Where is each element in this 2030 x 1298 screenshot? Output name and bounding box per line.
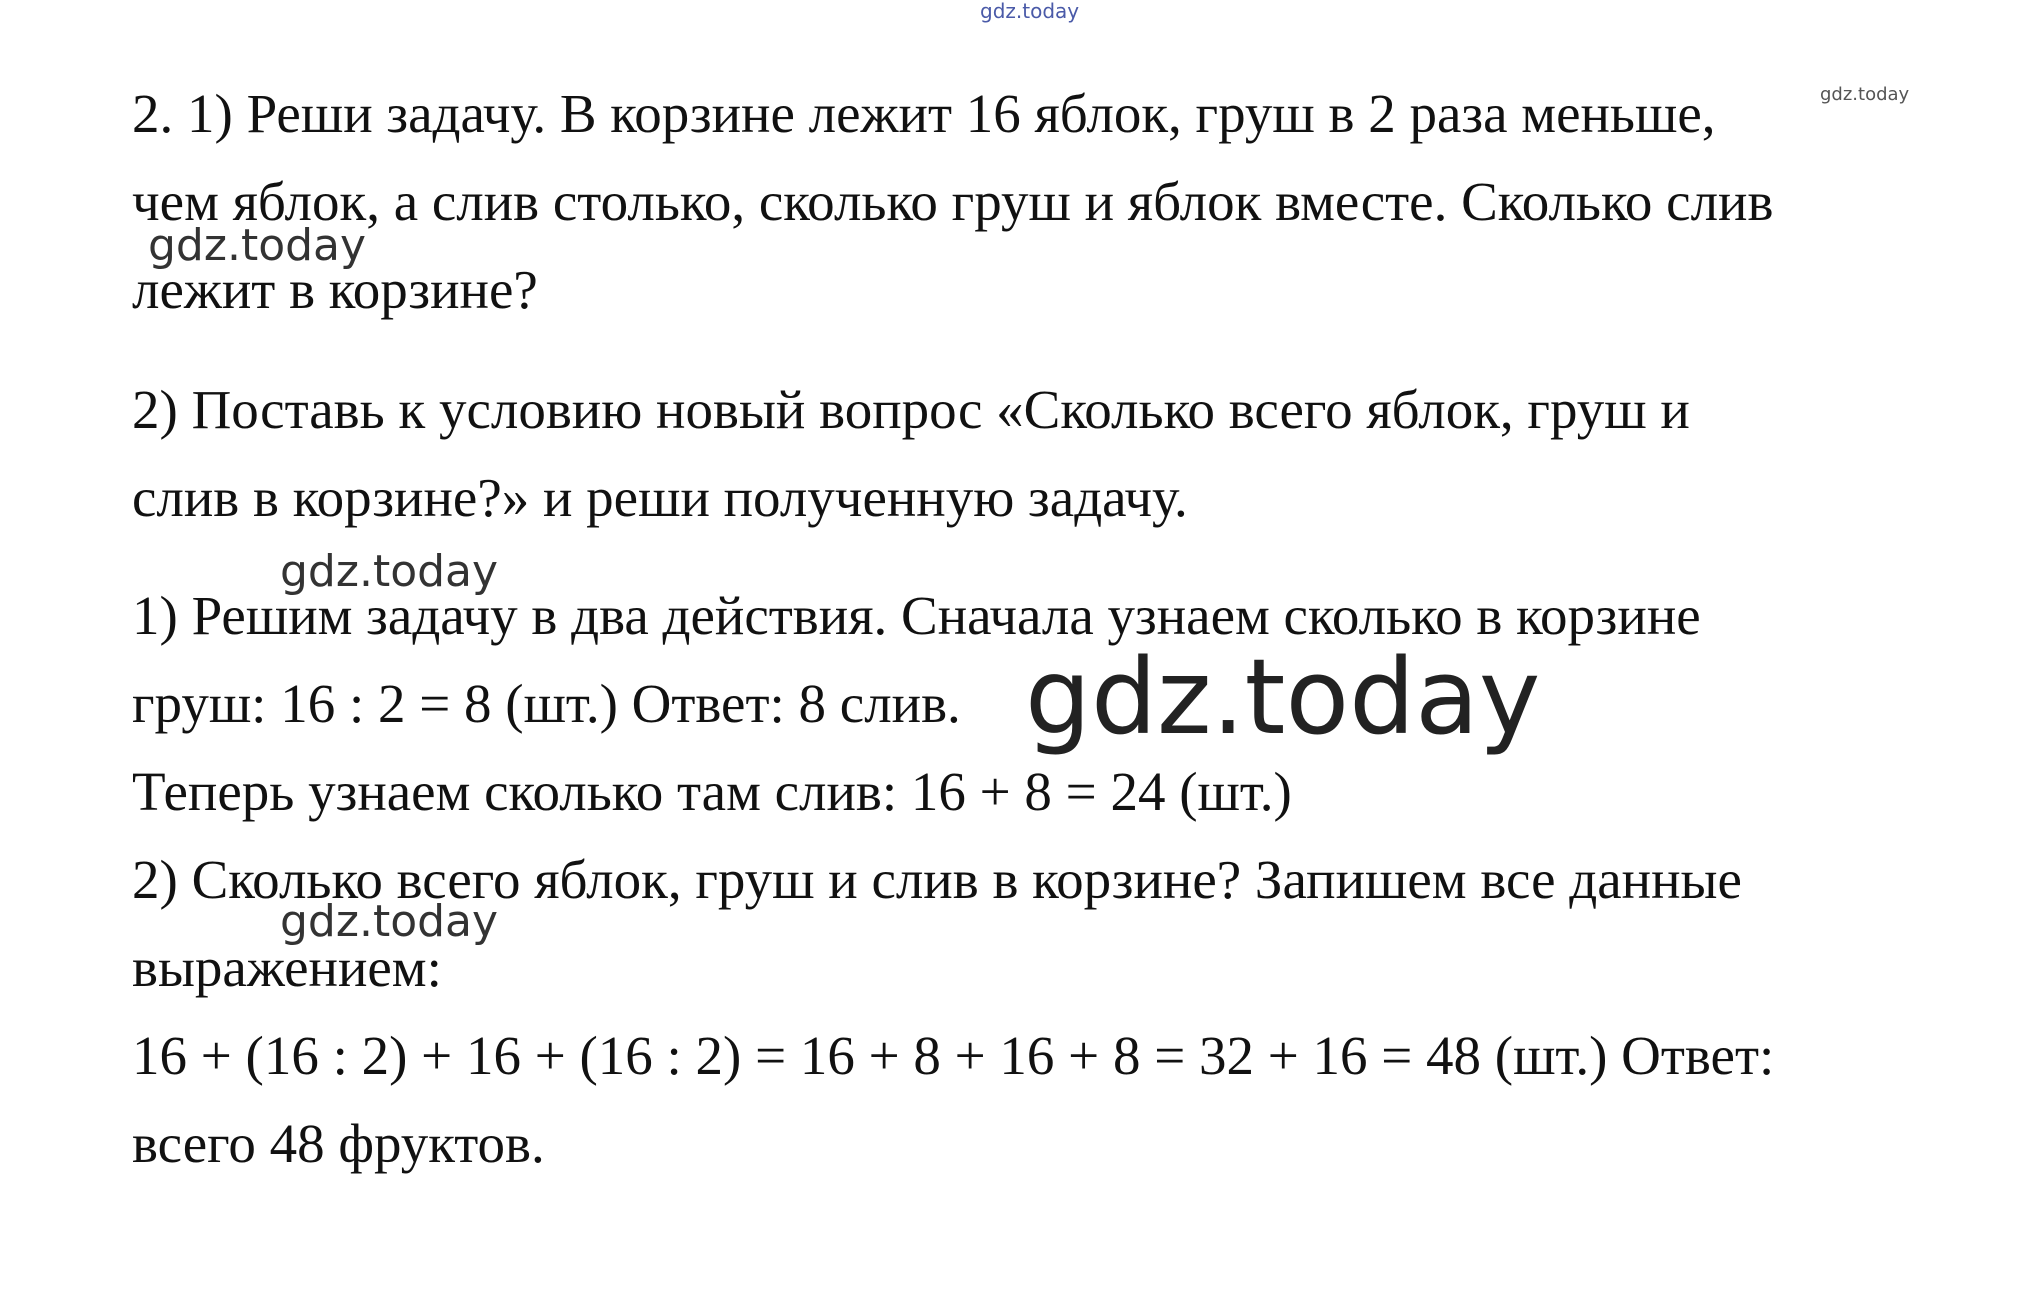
- solution-line-2: груш: 16 : 2 = 8 (шт.) Ответ: 8 слив.: [132, 673, 961, 734]
- watermark-solution: gdz.today: [280, 546, 499, 597]
- watermark-top: gdz.today: [980, 0, 1080, 23]
- solution-line-5: выражением:: [132, 937, 442, 998]
- watermark-corner: gdz.today: [1820, 84, 1910, 105]
- watermark-task: gdz.today: [148, 220, 367, 271]
- solution-line-3: Теперь узнаем сколько там слив: 16 + 8 = 24 (шт.): [132, 761, 1292, 822]
- solution-line-6: 16 + (16 : 2) + 16 + (16 : 2) = 16 + 8 + 16 + 8 = 32 + 16 = 48 (шт.) Ответ:: [132, 1025, 1775, 1086]
- solution-line-4: 2) Сколько всего яблок, груш и слив в корзине? Запишем все данные: [132, 849, 1742, 910]
- task-line-3: лежит в корзине?: [132, 259, 538, 320]
- solution-line-7: всего 48 фруктов.: [132, 1113, 545, 1174]
- task-line-4: 2) Поставь к условию новый вопрос «Сколько всего яблок, груш и: [132, 379, 1690, 440]
- solution-line-1: 1) Решим задачу в два действия. Сначала узнаем сколько в корзине: [132, 585, 1701, 646]
- task-line-2: чем яблок, а слив столько, сколько груш и яблок вместе. Сколько слив: [132, 171, 1774, 232]
- task-line-1: 2. 1) Реши задачу. В корзине лежит 16 яблок, груш в 2 раза меньше,: [132, 83, 1716, 144]
- watermark-expression: gdz.today: [280, 896, 499, 947]
- watermark-large: gdz.today: [1025, 636, 1541, 758]
- task-line-5: слив в корзине?» и реши полученную задачу.: [132, 467, 1188, 528]
